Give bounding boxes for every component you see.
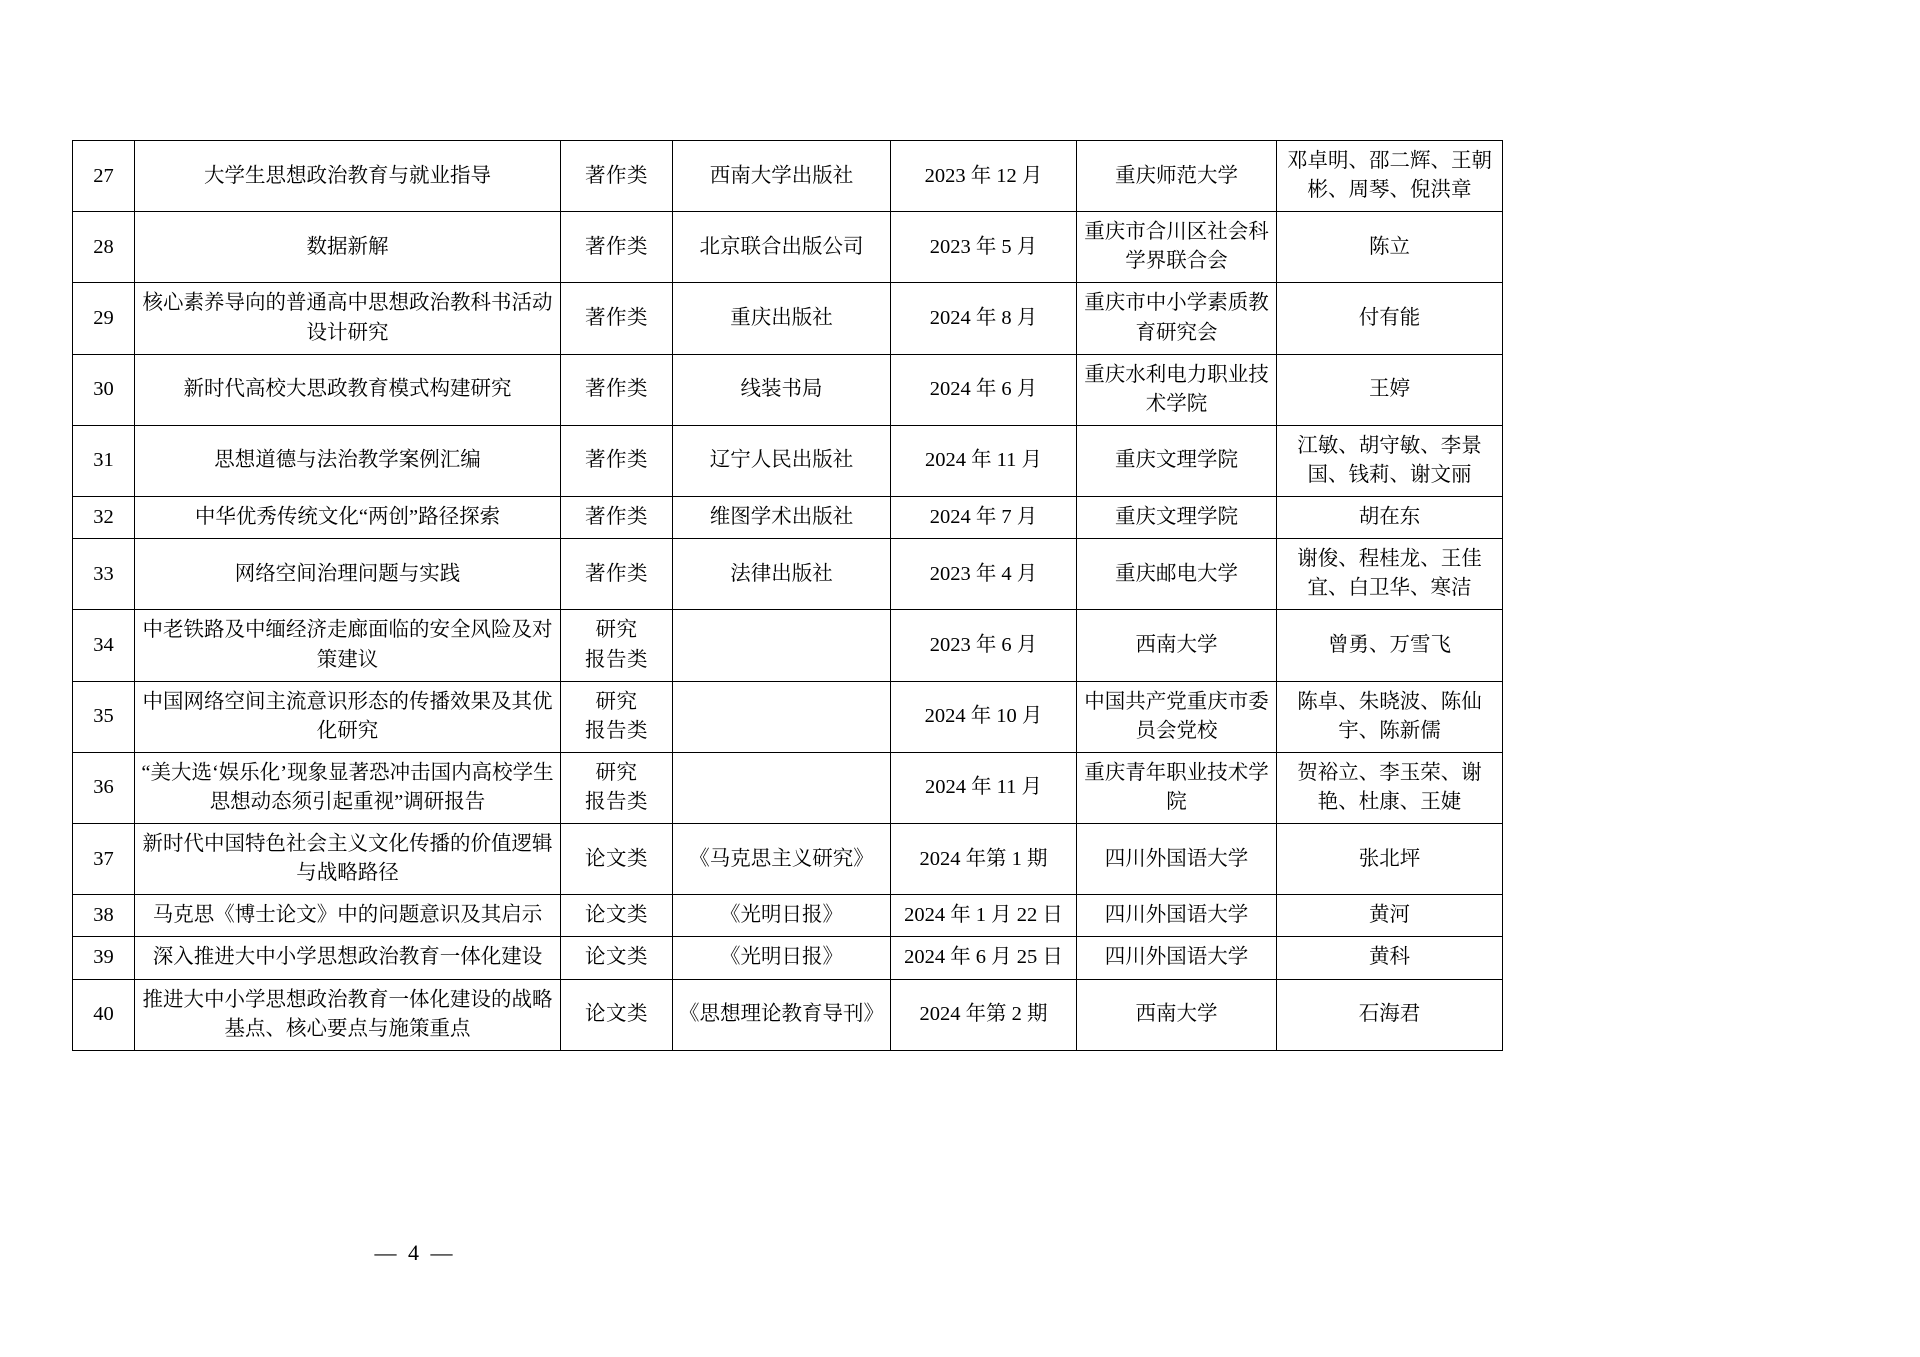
cell-authors: 石海君 — [1277, 979, 1503, 1050]
table-row — [73, 539, 1503, 610]
table-row — [73, 212, 1503, 283]
cell-title: 核心素养导向的普通高中思想政治教科书活动设计研究 — [135, 283, 561, 354]
cell-authors: 黄河 — [1277, 895, 1503, 937]
table-row — [73, 354, 1503, 425]
cell-type: 著作类 — [561, 141, 673, 212]
table-row — [73, 497, 1503, 539]
cell-publisher: 维图学术出版社 — [673, 497, 891, 539]
cell-date: 2024 年第 1 期 — [891, 824, 1077, 895]
cell-title: 大学生思想政治教育与就业指导 — [135, 141, 561, 212]
cell-publisher: 辽宁人民出版社 — [673, 425, 891, 496]
cell-index: 40 — [73, 979, 135, 1050]
cell-title: 思想道德与法治教学案例汇编 — [135, 425, 561, 496]
cell-type: 著作类 — [561, 539, 673, 610]
cell-date: 2024 年 10 月 — [891, 681, 1077, 752]
cell-authors: 陈卓、朱晓波、陈仙宇、陈新儒 — [1277, 681, 1503, 752]
cell-org: 四川外国语大学 — [1077, 824, 1277, 895]
cell-authors: 谢俊、程桂龙、王佳宜、白卫华、寒洁 — [1277, 539, 1503, 610]
cell-type: 著作类 — [561, 354, 673, 425]
page-footer — [0, 1240, 1920, 1266]
achievements-table-container — [72, 140, 1502, 1051]
cell-index: 29 — [73, 283, 135, 354]
cell-title: 新时代中国特色社会主义文化传播的价值逻辑与战略路径 — [135, 824, 561, 895]
cell-org: 重庆文理学院 — [1077, 497, 1277, 539]
cell-title: 中国网络空间主流意识形态的传播效果及其优化研究 — [135, 681, 561, 752]
cell-org: 中国共产党重庆市委员会党校 — [1077, 681, 1277, 752]
cell-type: 论文类 — [561, 824, 673, 895]
cell-index: 32 — [73, 497, 135, 539]
cell-index: 27 — [73, 141, 135, 212]
table-row — [73, 425, 1503, 496]
cell-publisher: 重庆出版社 — [673, 283, 891, 354]
table-row — [73, 979, 1503, 1050]
cell-type: 著作类 — [561, 212, 673, 283]
cell-index: 33 — [73, 539, 135, 610]
cell-index: 30 — [73, 354, 135, 425]
cell-org: 重庆水利电力职业技术学院 — [1077, 354, 1277, 425]
cell-type: 论文类 — [561, 937, 673, 979]
cell-org: 重庆青年职业技术学院 — [1077, 752, 1277, 823]
cell-authors: 胡在东 — [1277, 497, 1503, 539]
cell-date: 2024 年 6 月 — [891, 354, 1077, 425]
cell-org: 西南大学 — [1077, 610, 1277, 681]
cell-date: 2023 年 5 月 — [891, 212, 1077, 283]
table-row — [73, 681, 1503, 752]
cell-date: 2024 年 1 月 22 日 — [891, 895, 1077, 937]
cell-authors: 陈立 — [1277, 212, 1503, 283]
cell-type: 著作类 — [561, 425, 673, 496]
cell-authors: 王婷 — [1277, 354, 1503, 425]
table-row — [73, 824, 1503, 895]
cell-org: 重庆市中小学素质教育研究会 — [1077, 283, 1277, 354]
cell-index: 39 — [73, 937, 135, 979]
cell-date: 2024 年第 2 期 — [891, 979, 1077, 1050]
cell-title: 推进大中小学思想政治教育一体化建设的战略基点、核心要点与施策重点 — [135, 979, 561, 1050]
cell-authors: 曾勇、万雪飞 — [1277, 610, 1503, 681]
cell-title: 网络空间治理问题与实践 — [135, 539, 561, 610]
cell-index: 34 — [73, 610, 135, 681]
cell-title: 中华优秀传统文化“两创”路径探索 — [135, 497, 561, 539]
cell-date: 2024 年 11 月 — [891, 752, 1077, 823]
cell-authors: 江敏、胡守敏、李景国、钱莉、谢文丽 — [1277, 425, 1503, 496]
cell-org: 四川外国语大学 — [1077, 895, 1277, 937]
cell-publisher: 北京联合出版公司 — [673, 212, 891, 283]
cell-index: 28 — [73, 212, 135, 283]
table-row — [73, 937, 1503, 979]
cell-publisher — [673, 681, 891, 752]
cell-title: “美大选‘娱乐化’现象显著恐冲击国内高校学生思想动态须引起重视”调研报告 — [135, 752, 561, 823]
table-row — [73, 752, 1503, 823]
cell-date: 2023 年 4 月 — [891, 539, 1077, 610]
table-row — [73, 895, 1503, 937]
cell-org: 重庆市合川区社会科学界联合会 — [1077, 212, 1277, 283]
cell-org: 重庆邮电大学 — [1077, 539, 1277, 610]
page-number: — 4 — — [374, 1240, 456, 1265]
cell-org: 四川外国语大学 — [1077, 937, 1277, 979]
cell-date: 2024 年 8 月 — [891, 283, 1077, 354]
cell-org: 重庆师范大学 — [1077, 141, 1277, 212]
cell-type: 论文类 — [561, 979, 673, 1050]
cell-publisher: 《光明日报》 — [673, 895, 891, 937]
table-row — [73, 610, 1503, 681]
cell-type: 研究 报告类 — [561, 681, 673, 752]
achievements-table — [72, 140, 1503, 1051]
cell-index: 38 — [73, 895, 135, 937]
cell-publisher: 法律出版社 — [673, 539, 891, 610]
cell-publisher: 《光明日报》 — [673, 937, 891, 979]
cell-title: 深入推进大中小学思想政治教育一体化建设 — [135, 937, 561, 979]
cell-authors: 邓卓明、邵二辉、王朝彬、周琴、倪洪章 — [1277, 141, 1503, 212]
cell-authors: 黄科 — [1277, 937, 1503, 979]
cell-title: 数据新解 — [135, 212, 561, 283]
cell-index: 36 — [73, 752, 135, 823]
cell-type: 研究 报告类 — [561, 610, 673, 681]
cell-title: 马克思《博士论文》中的问题意识及其启示 — [135, 895, 561, 937]
cell-authors: 贺裕立、李玉荣、谢艳、杜康、王婕 — [1277, 752, 1503, 823]
table-body — [73, 141, 1503, 1051]
cell-title: 新时代高校大思政教育模式构建研究 — [135, 354, 561, 425]
cell-publisher: 西南大学出版社 — [673, 141, 891, 212]
table-row — [73, 141, 1503, 212]
cell-authors: 张北坪 — [1277, 824, 1503, 895]
cell-org: 西南大学 — [1077, 979, 1277, 1050]
cell-type: 研究 报告类 — [561, 752, 673, 823]
cell-index: 35 — [73, 681, 135, 752]
cell-date: 2023 年 12 月 — [891, 141, 1077, 212]
cell-publisher — [673, 610, 891, 681]
cell-type: 论文类 — [561, 895, 673, 937]
cell-org: 重庆文理学院 — [1077, 425, 1277, 496]
cell-publisher: 线装书局 — [673, 354, 891, 425]
cell-index: 31 — [73, 425, 135, 496]
cell-type: 著作类 — [561, 283, 673, 354]
cell-publisher: 《思想理论教育导刊》 — [673, 979, 891, 1050]
cell-authors: 付有能 — [1277, 283, 1503, 354]
cell-date: 2024 年 11 月 — [891, 425, 1077, 496]
cell-title: 中老铁路及中缅经济走廊面临的安全风险及对策建议 — [135, 610, 561, 681]
cell-publisher — [673, 752, 891, 823]
cell-publisher: 《马克思主义研究》 — [673, 824, 891, 895]
cell-date: 2024 年 6 月 25 日 — [891, 937, 1077, 979]
cell-type: 著作类 — [561, 497, 673, 539]
table-row — [73, 283, 1503, 354]
cell-date: 2023 年 6 月 — [891, 610, 1077, 681]
cell-index: 37 — [73, 824, 135, 895]
cell-date: 2024 年 7 月 — [891, 497, 1077, 539]
